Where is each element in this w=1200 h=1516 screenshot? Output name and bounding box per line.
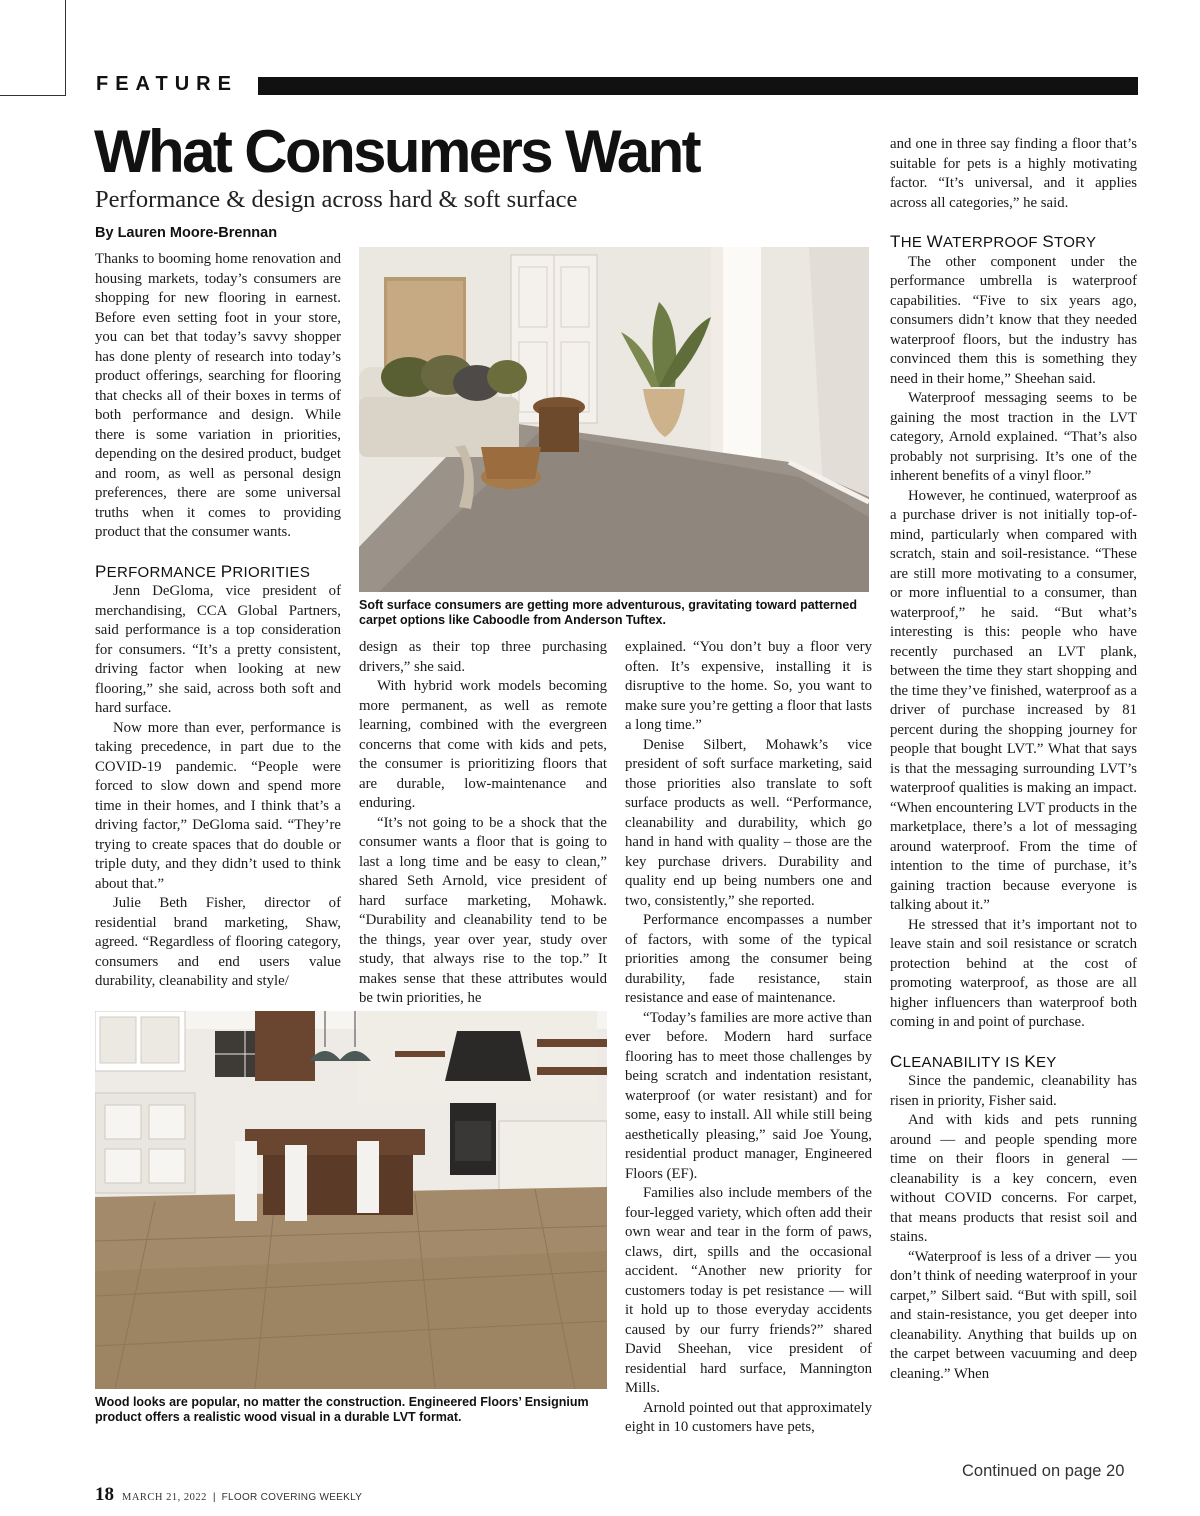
paragraph: and one in three say finding a floor that’s suitable for pets is a highly motivating factor. “It’s universal, and it applies across all categories,” he said. [890,136,1137,211]
paragraph: With hybrid work models becoming more permanent, as well as remote learning, combined with the evergreen concerns that come with kids and pets, the consumer is prioritizing floors that are durable, low-maintenance and enduring. [359,678,607,811]
paragraph: Julie Beth Fisher, director of residential brand marketing, Shaw, agreed. “Regardless of flooring category, consumers and end users value durability, cleanability and style/ [95,895,341,989]
paragraph: Waterproof messaging seems to be gaining the most traction in the LVT category, Arnold explained. “That’s also probably not surprising. It’s one of the inherent benefits of a vinyl floor.” [890,390,1137,484]
paragraph: However, he continued, waterproof as a purchase driver is not initially top-of-mind, particularly when compared with scratch, stain and soil-resistance. “These are still more motivating to a consumer, or more influential to a consumer, than waterproof,” he said. “But what’s interesting is this: people who have recently purchased an LVT plank, between the time they start shopping and the time they’ve finished, waterproof as a driver of purchase increased by 81 percent during the shopping journey for people that bought LVT.” What that says is that the messaging surrounding LVT’s waterproof qualities is making an impact. “When encountering LVT products in the marketplace, there’s a lot of messaging around waterproof. From the time of intention to the time of purchase, it’s gaining traction because everyone is talking about it.” [890,487,1137,913]
subhead-waterproof-story: THE WATERPROOF STORY [890,232,1097,251]
page-number: 18 [95,1484,114,1505]
column-2 [359,638,607,1009]
paragraph: Jenn DeGloma, vice president of merchandising, CCA Global Partners, said performance is a top consideration for consumers. “It’s a pretty consistent, driving factor when looking at new flooring,” she said, across both soft and hard surface. [95,583,341,716]
section-bar [258,77,1138,95]
paragraph: explained. “You don’t buy a floor very often. It’s expensive, installing it is disruptive to the home. So, you want to make sure you’re getting a floor that lasts a long time.” [625,639,872,733]
paragraph: Denise Silbert, Mohawk’s vice president of soft surface marketing, said those priorities also translate to soft surface products as well. “Performance, cleanability and durability, which go hand in hand with quality – those are the key purchase drivers. Durability and quality end up being numbers one and two, consistently,” she reported. [625,736,872,909]
paragraph: Arnold pointed out that approximately eight in 10 customers have pets, [625,1399,872,1435]
paragraph: Thanks to booming home renovation and housing markets, today’s consumers are shopping for new flooring in earnest. Before even setting foot in your store, you can bet that today’s savvy shopper has done plenty of research into today’s product offerings, searching for flooring that checks all of their boxes in terms of both performance and design. While there is some variation in priorities, depending on the desired product, budget and room, as well as personal design preferences, there are some universal truths when it comes to providing product that the consumer wants. [95,251,341,540]
issue-date: MARCH 21, 2022 [122,1492,207,1503]
column-3 [625,638,872,1438]
paragraph: “Waterproof is less of a driver — you don’t think of needing waterproof in your carpet,” Silbert said. “But with spill, soil and stain-resistance, you get deeper into cleanability. Anything that builds up on the carpet between vacuuming and deep cleaning.” When [890,1248,1137,1382]
margin-rule-vertical [65,0,66,95]
continued-on-page: Continued on page 20 [962,1462,1125,1480]
article-title: What Consumers Want [94,118,700,185]
column-4 [890,135,1137,1384]
paragraph: The other component under the performance umbrella is waterproof capabilities. “Five to six years ago, consumers didn’t know that they needed waterproof floors, but the industry has convinced them this is something they need in their home,” Sheehan said. [890,253,1137,387]
column-1 [95,250,341,992]
carpet-room-photo [359,247,869,592]
subhead-performance-priorities: PERFORMANCE PRIORITIES [95,561,311,581]
paragraph: design as their top three purchasing drivers,” she said. [359,639,607,675]
paragraph: He stressed that it’s important not to leave stain and soil resistance or scratch protection behind at the cost of promoting waterproof, as those are all higher influencers than waterproof both coming in and point of purchase. [890,916,1137,1030]
paragraph: And with kids and pets running around — and people spending more time on their floors in general — cleanability is a key concern, even without COVID concerns. For carpet, that means products that resist soil and stains. [890,1112,1137,1245]
carpet-photo-caption: Soft surface consumers are getting more adventurous, gravitating toward patterned carpet options like Caboodle from Anderson Tuftex. [359,598,858,627]
subhead-cleanability-is-key: CLEANABILITY IS KEY [890,1051,1057,1071]
footer-separator: | [212,1491,216,1503]
paragraph: Now more than ever, performance is taking precedence, in part due to the COVID-19 pandemic. “People were forced to slow down and spend more time in their homes, and I think that’s a driving factor,” DeGloma said. “They’re trying to create spaces that do double or triple duty, and they didn’t used to think about that.” [95,719,341,892]
page-footer [95,1484,362,1506]
paragraph: Performance encompasses a number of factors, with some of the typical priorities among the consumer being durability, fade resistance, stain resistance and ease of maintenance. [625,912,872,1006]
paragraph: “It’s not going to be a shock that the consumer wants a floor that is going to last a long time and be easy to clean,” shared Seth Arnold, vice president of hard surface marketing, Mohawk. “Durability and cleanability tend to be the things, year over year, study over study, that always rise to the top.” It makes sense that these attributes would be twin priorities, he [359,814,607,1006]
article-subtitle: Performance & design across hard & soft surface [95,186,578,213]
kitchen-photo-caption: Wood looks are popular, no matter the construction. Engineered Floors’ Ensignium product offers a realistic wood visual in a durable LVT format. [95,1395,589,1424]
paragraph: Families also include members of the four-legged variety, which often add their own wear and tear in the form of paws, claws, dirt, spills and the occasional accident. “Another new priority for customers today is pet resistance — will it hold up to those everyday accidents caused by our furry friends?” shared David Sheehan, vice president of residential hard surface, Mannington Mills. [625,1185,872,1396]
section-label: FEATURE [96,73,238,95]
margin-rule-horizontal [0,95,66,96]
byline: By Lauren Moore-Brennan [95,225,278,241]
paragraph: “Today’s families are more active than ever before. Modern hard surface flooring has to meet those challenges by being scratch and indentation resistant, waterproof (or water resistant) and for some, easy to install. All while still being aesthetically pleasing,” said Joe Young, residential product manager, Engineered Floors (EF). [625,1009,872,1182]
kitchen-wood-floor-photo [95,1011,607,1389]
paragraph: Since the pandemic, cleanability has risen in priority, Fisher said. [890,1073,1137,1109]
publication-name: FLOOR COVERING WEEKLY [221,1492,363,1503]
